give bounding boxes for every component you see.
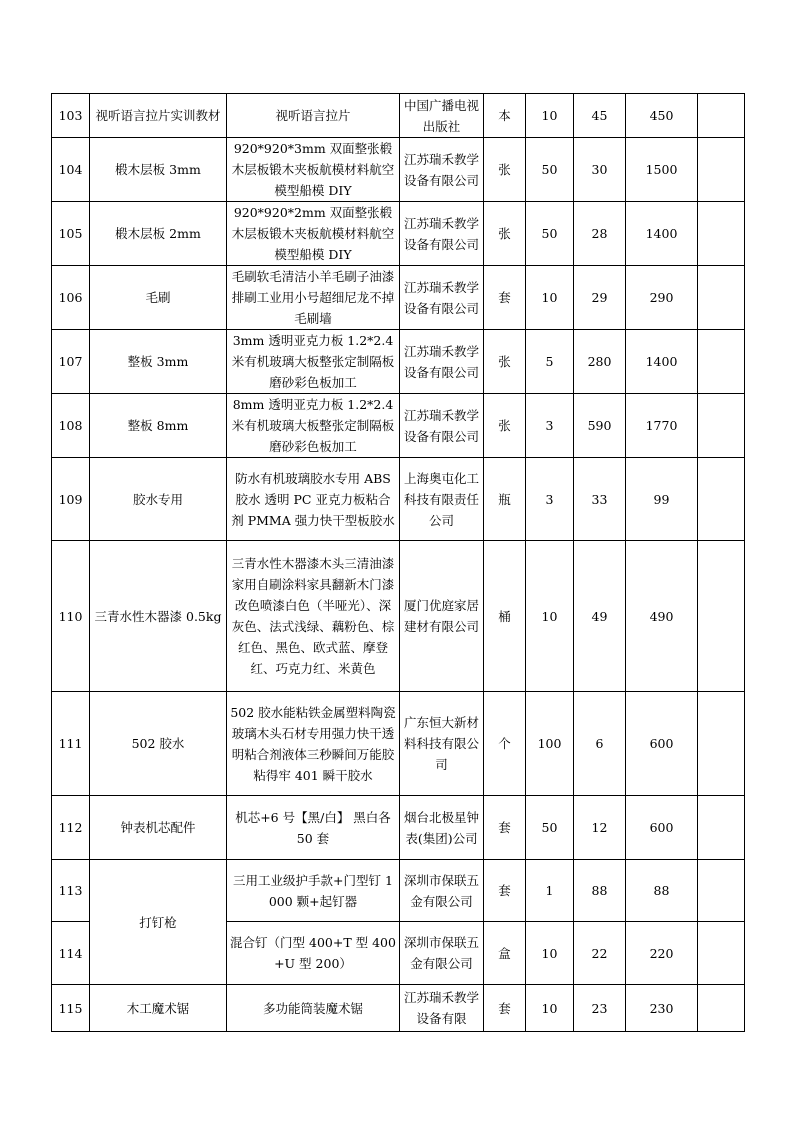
item-spec: 3mm 透明亚克力板 1.2*2.4米有机玻璃大板整张定制隔板磨砂彩色板加工: [227, 330, 400, 394]
item-quantity: 10: [526, 541, 574, 692]
item-quantity: 3: [526, 458, 574, 541]
item-name: 502 胶水: [90, 692, 227, 796]
item-quantity: 50: [526, 796, 574, 860]
item-total: 600: [626, 796, 698, 860]
item-remark: [698, 860, 745, 922]
item-remark: [698, 394, 745, 458]
item-total: 450: [626, 94, 698, 138]
item-total: 220: [626, 922, 698, 985]
item-unit-price: 33: [574, 458, 626, 541]
item-name: 整板 3mm: [90, 330, 227, 394]
item-unit: 瓶: [484, 458, 526, 541]
item-quantity: 10: [526, 94, 574, 138]
item-total: 490: [626, 541, 698, 692]
item-unit-price: 30: [574, 138, 626, 202]
item-supplier: 江苏瑞禾教学设备有限公司: [400, 394, 484, 458]
item-unit-price: 45: [574, 94, 626, 138]
row-number: 112: [52, 796, 90, 860]
row-number: 105: [52, 202, 90, 266]
item-unit-price: 22: [574, 922, 626, 985]
table-row: [52, 860, 745, 922]
item-unit-price: 590: [574, 394, 626, 458]
item-quantity: 10: [526, 266, 574, 330]
item-unit-price: 29: [574, 266, 626, 330]
item-total: 1500: [626, 138, 698, 202]
item-unit-price: 88: [574, 860, 626, 922]
item-quantity: 5: [526, 330, 574, 394]
item-unit-price: 12: [574, 796, 626, 860]
item-total: 290: [626, 266, 698, 330]
row-number: 109: [52, 458, 90, 541]
item-supplier: 厦门优庭家居建材有限公司: [400, 541, 484, 692]
item-spec: 视听语言拉片: [227, 94, 400, 138]
table-row: [52, 985, 745, 1032]
table-row: [52, 394, 745, 458]
row-number: 110: [52, 541, 90, 692]
item-name: 整板 8mm: [90, 394, 227, 458]
item-name: 胶水专用: [90, 458, 227, 541]
item-quantity: 10: [526, 922, 574, 985]
item-total: 1770: [626, 394, 698, 458]
item-supplier: 江苏瑞禾教学设备有限公司: [400, 138, 484, 202]
item-unit-price: 6: [574, 692, 626, 796]
table-row: [52, 692, 745, 796]
row-number: 104: [52, 138, 90, 202]
item-supplier: 上海奥屯化工科技有限责任公司: [400, 458, 484, 541]
row-number: 108: [52, 394, 90, 458]
table-row: [52, 796, 745, 860]
row-number: 107: [52, 330, 90, 394]
item-total: 1400: [626, 330, 698, 394]
item-quantity: 50: [526, 202, 574, 266]
item-remark: [698, 541, 745, 692]
item-unit: 张: [484, 202, 526, 266]
item-remark: [698, 330, 745, 394]
item-remark: [698, 458, 745, 541]
item-name: 钟表机芯配件: [90, 796, 227, 860]
item-spec: 防水有机玻璃胶水专用 ABS 胶水 透明 PC 亚克力板粘合剂 PMMA 强力快干型板胶水: [227, 458, 400, 541]
item-remark: [698, 796, 745, 860]
item-remark: [698, 922, 745, 985]
item-spec: 多功能筒装魔术锯: [227, 985, 400, 1032]
item-unit: 套: [484, 860, 526, 922]
table-row: [52, 202, 745, 266]
item-spec: 502 胶水能粘铁金属塑料陶瓷玻璃木头石材专用强力快干透明粘合剂液体三秒瞬间万能胶粘得牢 401 瞬干胶水: [227, 692, 400, 796]
item-total: 600: [626, 692, 698, 796]
item-unit: 本: [484, 94, 526, 138]
row-number: 115: [52, 985, 90, 1032]
item-remark: [698, 985, 745, 1032]
item-unit-price: 280: [574, 330, 626, 394]
item-supplier: 江苏瑞禾教学设备有限: [400, 985, 484, 1032]
item-quantity: 3: [526, 394, 574, 458]
item-spec: 三用工业级护手款+门型钉 1000 颗+起钉器: [227, 860, 400, 922]
item-remark: [698, 138, 745, 202]
item-quantity: 1: [526, 860, 574, 922]
item-unit: 套: [484, 796, 526, 860]
table-row: [52, 541, 745, 692]
item-spec: 混合钉（门型 400+T 型 400+U 型 200）: [227, 922, 400, 985]
item-spec: 8mm 透明亚克力板 1.2*2.4米有机玻璃大板整张定制隔板磨砂彩色板加工: [227, 394, 400, 458]
table-row: [52, 138, 745, 202]
item-spec: 三青水性木器漆木头三清油漆家用自刷涂料家具翻新木门漆改色喷漆白色（半哑光）、深灰色、法式浅绿、藕粉色、棕红色、黑色、欧式蓝、摩登红、巧克力红、米黄色: [227, 541, 400, 692]
item-quantity: 50: [526, 138, 574, 202]
item-spec: 机芯+6 号【黑/白】 黑白各 50 套: [227, 796, 400, 860]
row-number: 111: [52, 692, 90, 796]
item-supplier: 江苏瑞禾教学设备有限公司: [400, 266, 484, 330]
item-unit: 桶: [484, 541, 526, 692]
item-name: 椴木层板 2mm: [90, 202, 227, 266]
item-unit: 张: [484, 394, 526, 458]
item-unit: 个: [484, 692, 526, 796]
item-remark: [698, 692, 745, 796]
table-row: [52, 266, 745, 330]
item-total: 99: [626, 458, 698, 541]
row-number: 114: [52, 922, 90, 985]
item-unit: 盒: [484, 922, 526, 985]
item-remark: [698, 266, 745, 330]
item-remark: [698, 94, 745, 138]
table-row: [52, 330, 745, 394]
item-unit: 套: [484, 266, 526, 330]
item-total: 230: [626, 985, 698, 1032]
item-supplier: 深圳市保联五金有限公司: [400, 860, 484, 922]
item-unit-price: 28: [574, 202, 626, 266]
item-supplier: 深圳市保联五金有限公司: [400, 922, 484, 985]
item-name: 毛刷: [90, 266, 227, 330]
item-name: 视听语言拉片实训教材: [90, 94, 227, 138]
item-supplier: 江苏瑞禾教学设备有限公司: [400, 330, 484, 394]
item-supplier: 烟台北极星钟表(集团)公司: [400, 796, 484, 860]
item-quantity: 100: [526, 692, 574, 796]
item-unit: 张: [484, 138, 526, 202]
item-total: 88: [626, 860, 698, 922]
item-supplier: 江苏瑞禾教学设备有限公司: [400, 202, 484, 266]
item-name: 木工魔术锯: [90, 985, 227, 1032]
item-unit: 张: [484, 330, 526, 394]
item-unit-price: 49: [574, 541, 626, 692]
row-number: 103: [52, 94, 90, 138]
table-row: [52, 94, 745, 138]
item-unit: 套: [484, 985, 526, 1032]
item-name: 打钉枪: [90, 860, 227, 985]
item-supplier: 广东恒大新材料科技有限公司: [400, 692, 484, 796]
row-number: 106: [52, 266, 90, 330]
table-row: [52, 458, 745, 541]
item-spec: 毛刷软毛清洁小羊毛刷子油漆排刷工业用小号超细尼龙不掉毛刷墙: [227, 266, 400, 330]
item-spec: 920*920*2mm 双面整张椴木层板锻木夹板航模材料航空模型船模 DIY: [227, 202, 400, 266]
item-total: 1400: [626, 202, 698, 266]
item-name: 椴木层板 3mm: [90, 138, 227, 202]
item-remark: [698, 202, 745, 266]
item-unit-price: 23: [574, 985, 626, 1032]
item-spec: 920*920*3mm 双面整张椴木层板锻木夹板航模材料航空模型船模 DIY: [227, 138, 400, 202]
item-supplier: 中国广播电视出版社: [400, 94, 484, 138]
row-number: 113: [52, 860, 90, 922]
item-name: 三青水性木器漆 0.5kg: [90, 541, 227, 692]
equipment-table: [51, 93, 745, 1032]
item-quantity: 10: [526, 985, 574, 1032]
